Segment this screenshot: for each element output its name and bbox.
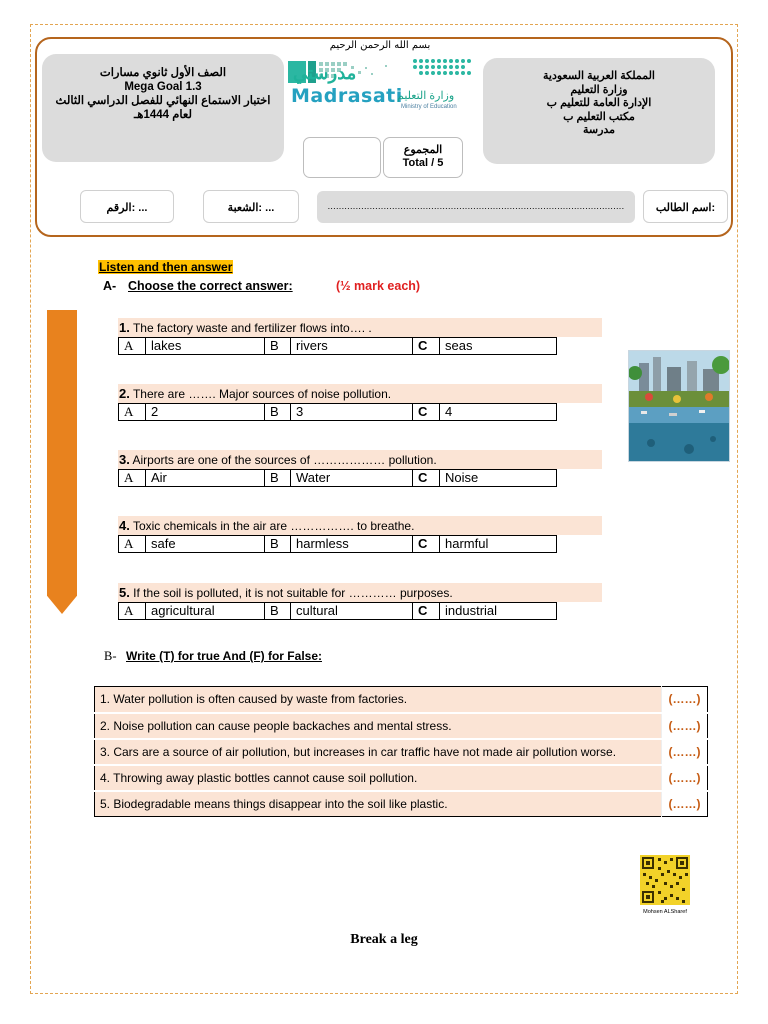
- school-line: مدرسة: [582, 124, 616, 136]
- option-b-letter: B: [265, 338, 291, 354]
- ministry-info-panel: [483, 58, 715, 164]
- option-a[interactable]: agricultural: [146, 603, 265, 619]
- question-text: There are ……. Major sources of noise pollution.: [129, 387, 392, 401]
- option-c[interactable]: 4: [445, 404, 453, 419]
- option-c-letter: C: [413, 603, 440, 619]
- answer-blank[interactable]: (……): [662, 739, 708, 765]
- option-b[interactable]: harmless: [291, 536, 413, 552]
- table-row: [95, 687, 708, 713]
- question-number: 2.: [119, 386, 130, 401]
- qr-code-icon: [640, 855, 690, 905]
- madrasati-arabic-name: مدرستي: [293, 63, 357, 83]
- arrow-ribbon: [47, 310, 77, 614]
- question-2: [118, 384, 602, 403]
- option-a-letter: A: [119, 603, 146, 619]
- option-a-letter: A: [119, 536, 146, 552]
- question-1-options: [118, 337, 557, 355]
- table-row: [95, 765, 708, 791]
- total-label-arabic: المجموع: [403, 144, 443, 156]
- option-b-letter: B: [265, 536, 291, 552]
- statement-text: 3. Cars are a source of air pollution, but increases in car traffic have not made air pollution worse.: [95, 739, 662, 765]
- option-c-letter: C: [413, 536, 440, 552]
- option-c[interactable]: harmful: [445, 536, 489, 551]
- exam-info-panel: [42, 54, 284, 162]
- bismillah: بسم الله الرحمن الرحيم: [329, 40, 431, 51]
- question-text: Airports are one of the sources of ……………… pollution.: [129, 453, 437, 467]
- course-line: Mega Goal 1.3: [124, 81, 202, 93]
- answer-blank[interactable]: (……): [662, 791, 708, 817]
- section-a-letter: A-: [103, 279, 117, 293]
- ministry-line: وزارة التعليم: [570, 83, 628, 96]
- year-line: لعام 1444هـ: [134, 109, 192, 121]
- table-row: [95, 713, 708, 739]
- country-line: المملكة العربية السعودية: [543, 70, 655, 82]
- qr-code[interactable]: [640, 855, 690, 905]
- option-c[interactable]: seas: [445, 338, 473, 353]
- section-b-letter: B-: [104, 649, 117, 663]
- table-row: [95, 739, 708, 765]
- question-number: 3.: [119, 452, 130, 467]
- option-b[interactable]: rivers: [291, 338, 413, 354]
- total-score-label: [383, 137, 463, 178]
- option-c-letter: C: [413, 404, 440, 420]
- footer-message: Break a leg: [350, 932, 418, 947]
- student-number-field[interactable]: ... :الرقم: [80, 190, 174, 223]
- option-a[interactable]: 2: [146, 404, 265, 420]
- question-5-options: [118, 602, 557, 620]
- answer-blank[interactable]: (……): [662, 713, 708, 739]
- option-a[interactable]: Air: [146, 470, 265, 486]
- option-c[interactable]: Noise: [445, 470, 479, 485]
- exam-line: اختبار الاستماع النهائي للفصل الدراسي الثالث: [55, 95, 271, 107]
- madrasati-latin-name: Madrasati: [291, 85, 403, 107]
- option-a[interactable]: lakes: [146, 338, 265, 354]
- total-label-english: Total / 5: [402, 157, 444, 169]
- qr-caption: Mohsen ALSharef: [643, 909, 687, 915]
- question-text: Toxic chemicals in the air are ……………. to breathe.: [129, 519, 415, 533]
- pollution-illustration: [628, 350, 730, 462]
- statement-text: 1. Water pollution is often caused by waste from factories.: [95, 687, 662, 713]
- student-name-label: :اسم الطالب: [643, 190, 728, 223]
- option-a[interactable]: safe: [146, 536, 265, 552]
- class-section-field[interactable]: ... :الشعبة: [203, 190, 299, 223]
- option-a-letter: A: [119, 338, 146, 354]
- listen-instruction: Listen and then answer: [99, 260, 233, 274]
- option-b[interactable]: cultural: [291, 603, 413, 619]
- ministry-english: Ministry of Education: [401, 104, 457, 110]
- section-b-title: Write (T) for true And (F) for False:: [126, 649, 322, 663]
- true-false-table: [94, 686, 708, 817]
- question-number: 5.: [119, 585, 130, 600]
- option-b-letter: B: [265, 404, 291, 420]
- statement-text: 4. Throwing away plastic bottles cannot cause soil pollution.: [95, 765, 662, 791]
- madrasati-logo: [285, 57, 475, 117]
- option-b-letter: B: [265, 470, 291, 486]
- option-a-letter: A: [119, 404, 146, 420]
- score-input-box[interactable]: [303, 137, 381, 178]
- statement-text: 5. Biodegradable means things disappear into the soil like plastic.: [95, 791, 662, 817]
- directorate-line: الإدارة العامة للتعليم ب: [546, 97, 652, 109]
- question-text: If the soil is polluted, it is not suitable for ………… purposes.: [129, 586, 453, 600]
- question-number: 4.: [119, 518, 130, 533]
- answer-blank[interactable]: (……): [662, 687, 708, 713]
- option-a-letter: A: [119, 470, 146, 486]
- question-3-options: [118, 469, 557, 487]
- question-4: [118, 516, 602, 535]
- question-5: [118, 583, 602, 602]
- mark-note: (½ mark each): [336, 279, 421, 293]
- table-row: [95, 791, 708, 817]
- statement-text: 2. Noise pollution can cause people backaches and mental stress.: [95, 713, 662, 739]
- section-a-title: Choose the correct answer:: [128, 279, 293, 293]
- ministry-arabic: وزارة التعليم: [397, 90, 455, 102]
- student-name-field[interactable]: ..........................................................................................................: [317, 191, 635, 223]
- office-line: مكتب التعليم ب: [563, 110, 635, 123]
- question-3: [118, 450, 602, 469]
- option-c-letter: C: [413, 470, 440, 486]
- question-2-options: [118, 403, 557, 421]
- pollution-scene-icon: [629, 351, 730, 462]
- answer-blank[interactable]: (……): [662, 765, 708, 791]
- option-c[interactable]: industrial: [445, 603, 498, 618]
- option-b[interactable]: 3: [291, 404, 413, 420]
- option-b[interactable]: Water: [291, 470, 413, 486]
- grade-line: الصف الأول ثانوي مسارات: [99, 67, 227, 79]
- question-number: 1.: [119, 320, 130, 335]
- question-4-options: [118, 535, 557, 553]
- option-c-letter: C: [413, 338, 440, 354]
- question-text: The factory waste and fertilizer flows into…. .: [129, 321, 372, 335]
- question-1: [118, 318, 602, 337]
- option-b-letter: B: [265, 603, 291, 619]
